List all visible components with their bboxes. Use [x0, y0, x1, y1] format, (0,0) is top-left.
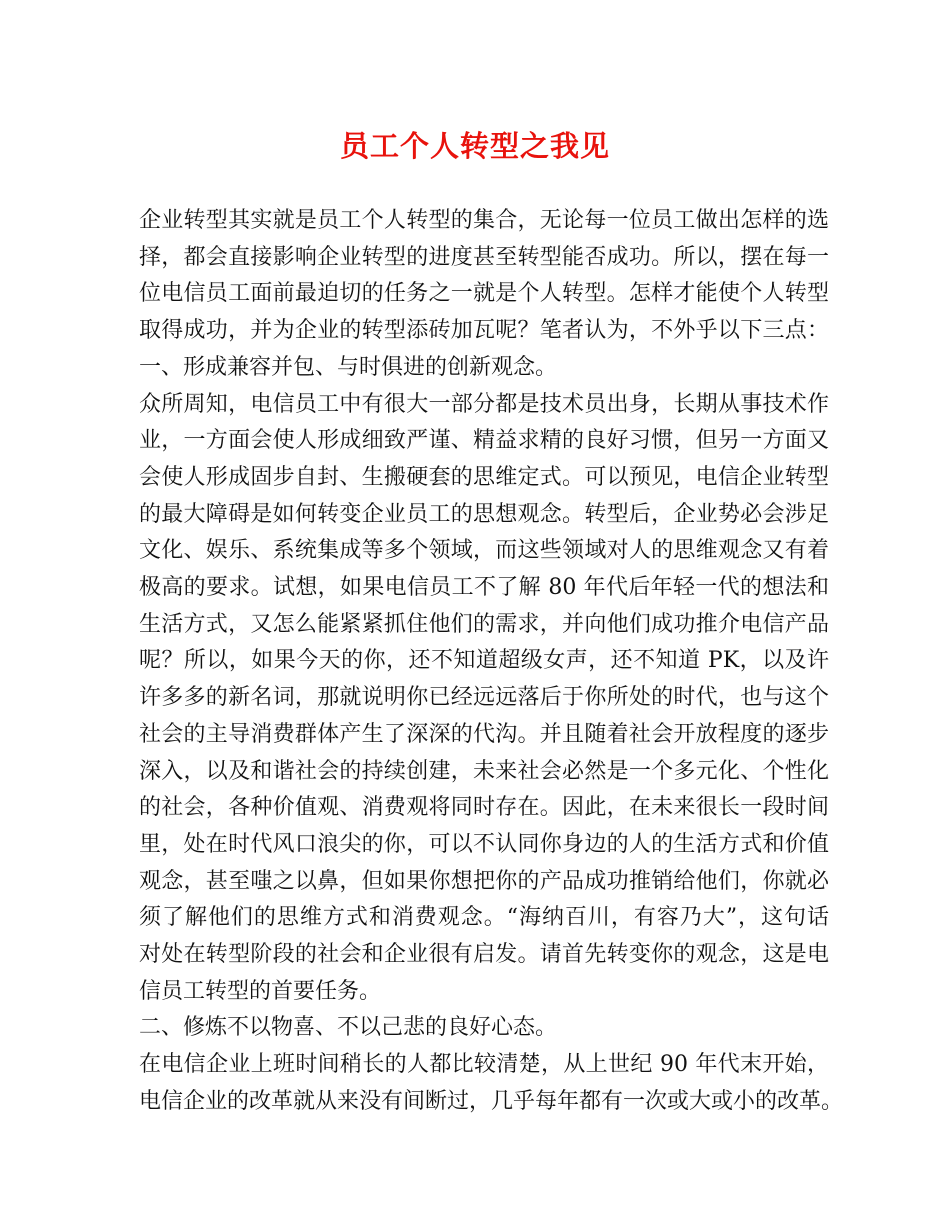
- body-line: 观念，甚至嗤之以鼻，但如果你想把你的产品成功推销给他们，你就必: [139, 868, 829, 894]
- body-line: 信员工转型的首要任务。: [139, 978, 382, 1004]
- body-line: 位电信员工面前最迫切的任务之一就是个人转型。怎样才能使个人转型: [139, 281, 829, 307]
- body-line: 取得成功，并为企业的转型添砖加瓦呢？笔者认为，不外乎以下三点：: [139, 318, 829, 344]
- document-body: [139, 203, 844, 1121]
- body-line: 企业转型其实就是员工个人转型的集合，无论每一位员工做出怎样的选: [139, 208, 829, 233]
- body-line: 文化、娱乐、系统集成等多个领域，而这些领域对人的思维观念又有着: [139, 538, 829, 564]
- body-line: 许多多的新名词，那就说明你已经远远落后于你所处的时代，也与这个: [139, 685, 829, 711]
- section-heading-2: 二、修炼不以物喜、不以己悲的良好心态。: [139, 1015, 558, 1041]
- body-line: 里，处在时代风口浪尖的你，可以不认同你身边的人的生活方式和价值: [139, 831, 829, 857]
- body-line: 极高的要求。试想，如果电信员工不了解 80 年代后年轻一代的想法和: [139, 575, 829, 601]
- body-line: 生活方式，又怎么能紧紧抓住他们的需求，并向他们成功推介电信产品: [139, 611, 829, 637]
- body-line: 在电信企业上班时间稍长的人都比较清楚，从上世纪 90 年代末开始，: [139, 1052, 829, 1078]
- section-heading-1: 一、形成兼容并包、与时俱进的创新观念。: [139, 354, 558, 380]
- body-line: 社会的主导消费群体产生了深深的代沟。并且随着社会开放程度的逐步: [139, 721, 829, 747]
- document-title: 员工个人转型之我见: [339, 129, 610, 163]
- body-line: 会使人形成固步自封、生搬硬套的思维定式。可以预见，电信企业转型: [139, 464, 829, 490]
- body-line: 电信企业的改革就从来没有间断过，几乎每年都有一次或大或小的改革。: [139, 1088, 844, 1114]
- body-line: 呢？所以，如果今天的你，还不知道超级女声，还不知道 PK，以及许: [139, 648, 829, 674]
- body-line: 的最大障碍是如何转变企业员工的思想观念。转型后，企业势必会涉足: [139, 501, 829, 527]
- body-line: 的社会，各种价值观、消费观将同时存在。因此，在未来很长一段时间: [139, 795, 829, 821]
- body-line: 众所周知，电信员工中有很大一部分都是技术员出身，长期从事技术作: [139, 391, 829, 417]
- body-line: 业，一方面会使人形成细致严谨、精益求精的良好习惯，但另一方面又: [139, 428, 829, 454]
- body-line: 择，都会直接影响企业转型的进度甚至转型能否成功。所以，摆在每一: [139, 244, 829, 270]
- body-line: 深入，以及和谐社会的持续创建，未来社会必然是一个多元化、个性化: [139, 758, 829, 784]
- body-line: 须了解他们的思维方式和消费观念。“海纳百川，有容乃大”，这句话: [139, 905, 829, 931]
- body-line: 对处在转型阶段的社会和企业很有启发。请首先转变你的观念，这是电: [139, 942, 829, 968]
